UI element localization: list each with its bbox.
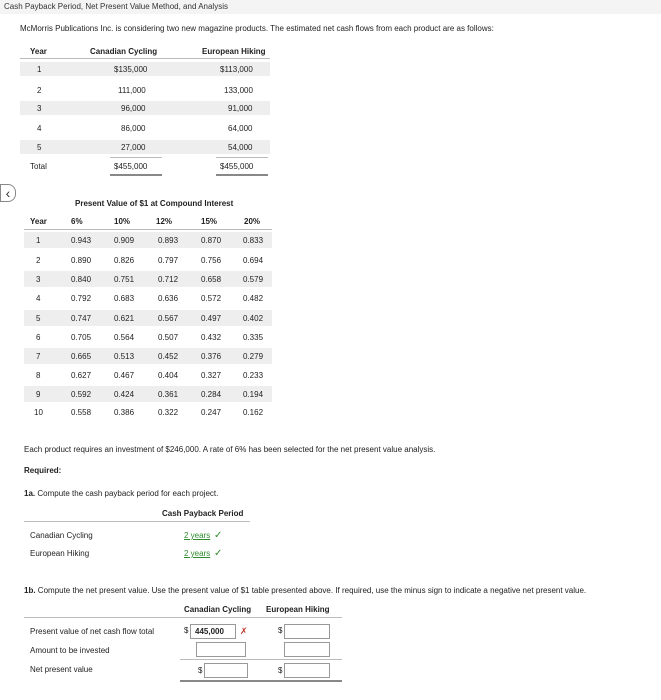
pv-cell: 0.507 (158, 333, 179, 342)
pv-year: 9 (36, 390, 41, 399)
pv-cell: 0.327 (201, 371, 222, 380)
pv-cell: 0.564 (114, 333, 135, 342)
cashflow-header-year: Year (30, 47, 47, 56)
pv-cell: 0.826 (114, 256, 135, 265)
npv-label-net: Net present value (30, 665, 93, 674)
pv-table (24, 212, 272, 420)
pv-cell: 0.712 (158, 275, 179, 284)
pv-cell: 0.636 (158, 294, 179, 303)
pv-cell: 0.705 (71, 333, 92, 342)
pv-cell: 0.572 (201, 294, 222, 303)
cashflow-cc: 111,000 (118, 86, 146, 95)
pv-header: 10% (114, 217, 131, 226)
pv-total-eh-input[interactable] (284, 624, 330, 639)
pv-table-title: Present Value of $1 at Compound Interest (75, 199, 234, 208)
cashflow-eh: $113,000 (220, 65, 253, 74)
pv-cell: 0.386 (114, 408, 135, 417)
cashflow-cc: 27,000 (121, 143, 146, 152)
pv-year: 6 (36, 333, 41, 342)
breadcrumb: Cash Payback Period, Net Present Value Method, and Analysis (4, 2, 228, 11)
pv-cell: 0.361 (158, 390, 179, 399)
cashflow-year: 1 (37, 65, 42, 74)
pv-cell: 0.909 (114, 236, 135, 245)
payback-answer-cc[interactable]: 2 years (184, 531, 211, 540)
pv-cell: 0.322 (158, 408, 179, 417)
pv-year: 1 (36, 236, 41, 245)
payback-label-cc: Canadian Cycling (30, 531, 93, 540)
pv-cell: 0.665 (71, 352, 92, 361)
pv-header: Year (30, 217, 47, 226)
pv-year: 3 (36, 275, 41, 284)
cashflow-header-cc: Canadian Cycling (90, 47, 158, 56)
chevron-left-icon: ‹ (5, 185, 11, 201)
npv-cc-input[interactable] (204, 663, 248, 678)
cashflow-eh: 64,000 (228, 124, 253, 133)
pv-cell: 0.424 (114, 390, 135, 399)
invested-cc-input[interactable] (196, 642, 246, 657)
payback-col-header: Cash Payback Period (162, 509, 244, 518)
check-icon: ✓ (214, 530, 223, 541)
pv-year: 7 (36, 352, 41, 361)
pv-cell: 0.513 (114, 352, 135, 361)
pv-header: 15% (201, 217, 218, 226)
pv-cell: 0.497 (201, 314, 222, 323)
pv-cell: 0.279 (243, 352, 264, 361)
pv-cell: 0.233 (243, 371, 264, 380)
pv-cell: 0.943 (71, 236, 92, 245)
intro-text: McMorris Publications Inc. is considering two new magazine products. The estimated net cash flows from each product are as follows: (20, 24, 494, 33)
pv-year: 2 (36, 256, 41, 265)
pv-header: 6% (71, 217, 83, 226)
pv-cell: 0.467 (114, 371, 135, 380)
pv-cell: 0.840 (71, 275, 92, 284)
pv-cell: 0.797 (158, 256, 179, 265)
pv-cell: 0.747 (71, 314, 92, 323)
pv-total-cc-value: 445,000 (195, 627, 224, 636)
cashflow-year: 2 (37, 86, 42, 95)
pv-cell: 0.792 (71, 294, 92, 303)
pv-cell: 0.592 (71, 390, 92, 399)
question-1a (24, 489, 218, 498)
pv-cell: 0.194 (243, 390, 264, 399)
pv-cell: 0.890 (71, 256, 92, 265)
question-1a-prefix: 1a. (24, 489, 36, 498)
pv-cell: 0.162 (243, 408, 264, 417)
pv-cell: 0.404 (158, 371, 179, 380)
required-label: Required: (24, 466, 62, 475)
cashflow-cc: 86,000 (121, 124, 146, 133)
cashflow-total-cc: $455,000 (114, 162, 148, 171)
pv-cell: 0.432 (201, 333, 222, 342)
pv-cell: 0.658 (201, 275, 222, 284)
pv-year: 4 (36, 294, 41, 303)
npv-label-pv-total: Present value of net cash flow total (30, 627, 155, 636)
currency-symbol: $ (278, 666, 283, 675)
question-1b-prefix: 1b. (24, 586, 36, 595)
question-1a-text: Compute the cash payback period for each project. (37, 489, 219, 498)
pv-cell: 0.376 (201, 352, 222, 361)
pv-total-cc-input[interactable] (190, 624, 236, 639)
npv-label-invested: Amount to be invested (30, 646, 110, 655)
pv-cell: 0.756 (201, 256, 222, 265)
payback-answer-eh[interactable]: 2 years (184, 549, 211, 558)
cashflow-total-eh: $455,000 (220, 162, 254, 171)
cashflow-total-label: Total (30, 162, 47, 171)
cashflow-year: 3 (37, 104, 42, 113)
cashflow-eh: 54,000 (228, 143, 253, 152)
pv-cell: 0.579 (243, 275, 264, 284)
question-1b-text: Compute the net present value. Use the present value of $1 table presented above. If required, use the minus sign to indicate a negative net present value. (37, 586, 587, 595)
pv-year: 5 (36, 314, 41, 323)
pv-cell: 0.402 (243, 314, 264, 323)
pv-cell: 0.452 (158, 352, 179, 361)
cashflow-eh: 133,000 (224, 86, 253, 95)
pv-header: 12% (156, 217, 173, 226)
currency-symbol: $ (198, 666, 203, 675)
pv-cell: 0.893 (158, 236, 179, 245)
pv-cell: 0.284 (201, 390, 222, 399)
pv-header: 20% (244, 217, 261, 226)
cross-icon: ✗ (240, 626, 248, 636)
pv-cell: 0.833 (243, 236, 264, 245)
pv-year: 10 (34, 408, 43, 417)
pv-cell: 0.694 (243, 256, 264, 265)
currency-symbol: $ (184, 626, 189, 635)
cashflow-header-eh: European Hiking (202, 47, 266, 56)
cashflow-cc: 96,000 (121, 104, 146, 113)
back-arrow-button[interactable] (0, 184, 16, 202)
pv-cell: 0.621 (114, 314, 135, 323)
pv-cell: 0.683 (114, 294, 135, 303)
npv-eh-input[interactable] (284, 663, 330, 678)
pv-cell: 0.567 (158, 314, 179, 323)
cashflow-table (20, 44, 270, 176)
npv-col-header-cc: Canadian Cycling (184, 605, 252, 614)
pv-cell: 0.751 (114, 275, 135, 284)
payback-label-eh: European Hiking (30, 549, 90, 558)
cashflow-eh: 91,000 (228, 104, 253, 113)
invested-eh-input[interactable] (284, 642, 330, 657)
pv-year: 8 (36, 371, 41, 380)
cashflow-cc: $135,000 (114, 65, 148, 74)
question-1b (24, 586, 654, 595)
pv-cell: 0.627 (71, 371, 92, 380)
cashflow-year: 4 (37, 124, 42, 133)
pv-cell: 0.335 (243, 333, 264, 342)
pv-cell: 0.558 (71, 408, 92, 417)
pv-cell: 0.247 (201, 408, 222, 417)
check-icon: ✓ (214, 548, 223, 559)
investment-text: Each product requires an investment of $246,000. A rate of 6% has been selected for the net present value analysis. (24, 445, 436, 454)
pv-cell: 0.482 (243, 294, 264, 303)
cashflow-year: 5 (37, 143, 42, 152)
currency-symbol: $ (278, 626, 283, 635)
pv-cell: 0.870 (201, 236, 222, 245)
npv-col-header-eh: European Hiking (266, 605, 330, 614)
